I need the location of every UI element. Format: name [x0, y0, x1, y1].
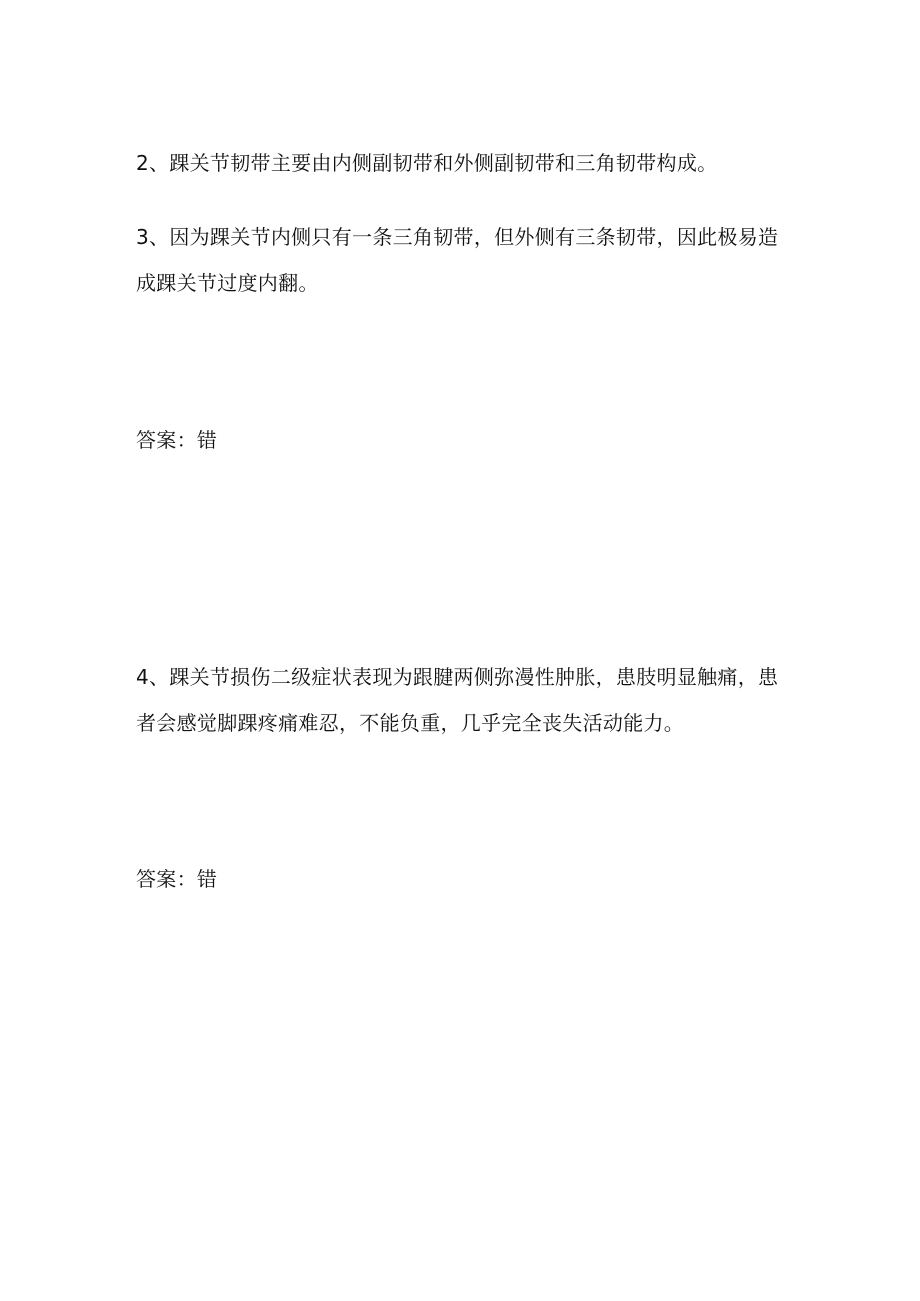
answer-3: 答案：错: [136, 428, 218, 452]
question-4: [136, 660, 779, 740]
question-3-line-2: 成踝关节过度内翻。: [136, 271, 319, 295]
question-2-line-1: 2、踝关节韧带主要由内侧副韧带和外侧副韧带和三角韧带构成。: [136, 151, 718, 175]
question-3-line-1: 3、因为踝关节内侧只有一条三角韧带，但外侧有三条韧带，因此极易造: [136, 225, 779, 249]
question-4-line-2: 者会感觉脚踝疼痛难忍，不能负重，几乎完全丧失活动能力。: [136, 711, 685, 735]
question-3: [136, 220, 779, 300]
question-2: [136, 146, 776, 180]
answer-4: 答案：错: [136, 867, 218, 891]
question-4-line-1: 4、踝关节损伤二级症状表现为跟腱两侧弥漫性肿胀，患肢明显触痛，患: [136, 665, 779, 689]
